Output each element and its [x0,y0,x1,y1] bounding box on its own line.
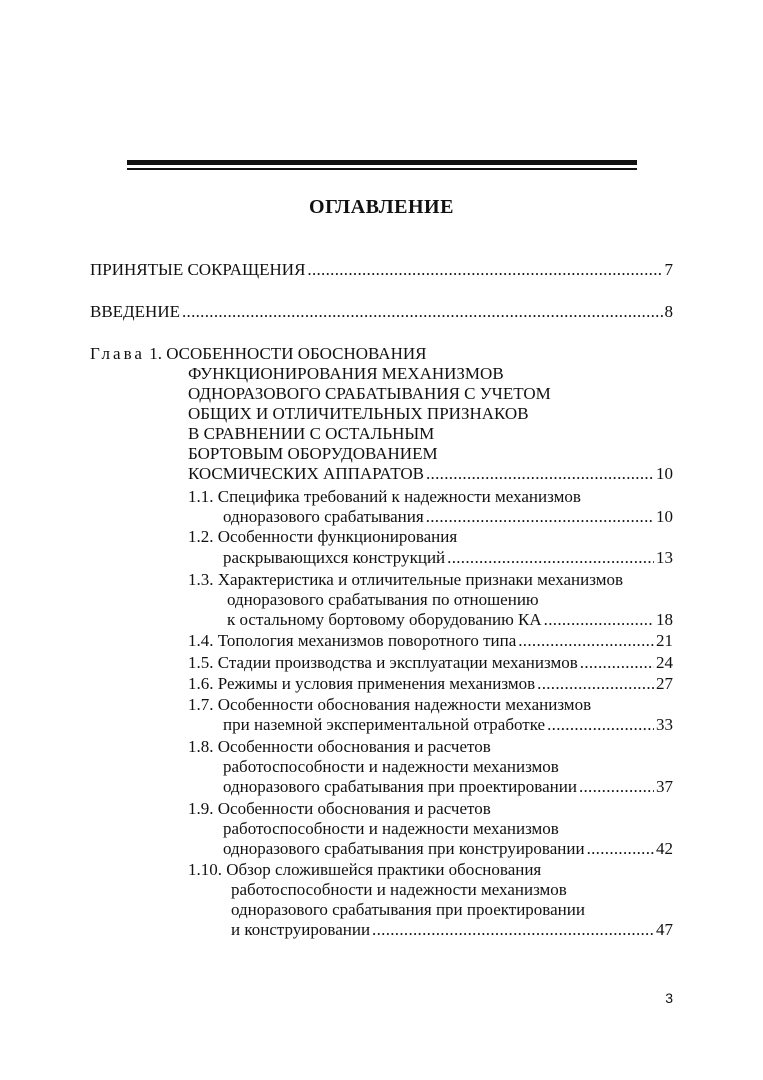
section-title-line: 1.5. Стадии производства и эксплуатации механизмов [188,653,578,672]
toc-entry-page: 37 [656,777,673,796]
chapter-title-line: ФУНКЦИОНИРОВАНИЯ МЕХАНИЗМОВ [188,364,504,383]
chapter-number: 1. [149,344,162,363]
toc-entry-page: 42 [656,839,673,858]
section-title-line: 1.9. Особенности обоснования и расчетов [188,799,491,818]
toc-entry-page: 10 [656,464,673,483]
section-title-line: 1.4. Топология механизмов поворотного типа [188,631,517,650]
section-title-line: 1.7. Особенности обоснования надежности механизмов [188,695,592,714]
toc-entry-section-1-8[interactable] [223,777,673,797]
leader-dots [518,631,654,651]
toc-entry-section-1-1[interactable] [223,507,673,527]
section-title-line: раскрывающихся конструкций [223,548,446,567]
section-title-line: работоспособности и надежности механизмов [223,819,559,838]
toc-entry-label: ВВЕДЕНИЕ [90,302,180,321]
section-title-line: работоспособности и надежности механизмов [231,880,567,899]
toc-entry-page: 18 [656,610,673,629]
top-rule-thin [127,168,637,170]
toc-entry-abbreviations[interactable] [90,260,673,280]
chapter-title-line: БОРТОВЫМ ОБОРУДОВАНИЕМ [188,444,438,463]
leader-dots [426,507,654,527]
section-title-line: 1.1. Специфика требований к надежности механизмов [188,487,581,506]
chapter-title-line: ОСОБЕННОСТИ ОБОСНОВАНИЯ [166,344,427,363]
chapter-title-line: КОСМИЧЕСКИХ АППАРАТОВ [188,464,424,483]
toc-entry-page: 8 [664,302,673,321]
section-title-line: и конструировании [231,920,371,939]
toc-entry-section-1-6[interactable] [188,674,673,694]
leader-dots [182,302,663,322]
leader-dots [426,464,654,484]
leader-dots [579,777,654,797]
page-number: 3 [665,990,673,1006]
toc-entry-section-1-4[interactable] [188,631,673,651]
toc-entry-section-1-3[interactable] [227,610,673,630]
section-title-line: одноразового срабатывания при конструировании [223,839,585,858]
toc-entry-chapter-1[interactable] [188,464,673,484]
section-title-line: 1.3. Характеристика и отличительные признаки механизмов [188,570,623,589]
toc-entry-page: 21 [656,631,673,650]
toc-entry-page: 10 [656,507,673,526]
toc-entry-page: 13 [656,548,673,567]
chapter-prefix: Глава [90,344,145,363]
leader-dots [372,920,654,940]
section-title-line: 1.6. Режимы и условия применения механизмов [188,674,536,693]
leader-dots [547,715,654,735]
toc-entry-section-1-10[interactable] [231,920,673,940]
toc-entry-section-1-2[interactable] [223,548,673,568]
leader-dots [544,610,654,630]
section-title-line: 1.2. Особенности функционирования [188,527,458,546]
section-title-line: 1.8. Особенности обоснования и расчетов [188,737,491,756]
chapter-title-line: ОБЩИХ И ОТЛИЧИТЕЛЬНЫХ ПРИЗНАКОВ [188,404,529,423]
section-title-line: одноразового срабатывания по отношению [227,590,539,609]
toc-entry-section-1-5[interactable] [188,653,673,673]
toc-entry-label: ПРИНЯТЫЕ СОКРАЩЕНИЯ [90,260,306,279]
leader-dots [447,548,654,568]
toc-entry-page: 47 [656,920,673,939]
toc-entry-page: 27 [656,674,673,693]
leader-dots [580,653,654,673]
section-title-line: одноразового срабатывания [223,507,424,526]
chapter-title-line: ОДНОРАЗОВОГО СРАБАТЫВАНИЯ С УЧЕТОМ [188,384,551,403]
toc-entry-page: 33 [656,715,673,734]
chapter-title-line: В СРАВНЕНИИ С ОСТАЛЬНЫМ [188,424,435,443]
section-title-line: работоспособности и надежности механизмов [223,757,559,776]
toc-entry-introduction[interactable] [90,302,673,322]
leader-dots [587,839,654,859]
section-title-line: одноразового срабатывания при проектировании [231,900,585,919]
page-title: ОГЛАВЛЕНИЕ [309,196,454,218]
toc-entry-section-1-7[interactable] [223,715,673,735]
toc-entry-section-1-9[interactable] [223,839,673,859]
leader-dots [307,260,662,280]
chapter-1-heading-line[interactable] [90,344,426,364]
toc-entry-page: 24 [656,653,673,672]
section-title-line: одноразового срабатывания при проектировании [223,777,577,796]
toc-entry-page: 7 [664,260,673,279]
section-title-line: 1.10. Обзор сложившейся практики обоснования [188,860,542,879]
leader-dots [537,674,654,694]
top-rule-thick [127,160,637,165]
section-title-line: при наземной экспериментальной отработке [223,715,546,734]
section-title-line: к остальному бортовому оборудованию КА [227,610,542,629]
